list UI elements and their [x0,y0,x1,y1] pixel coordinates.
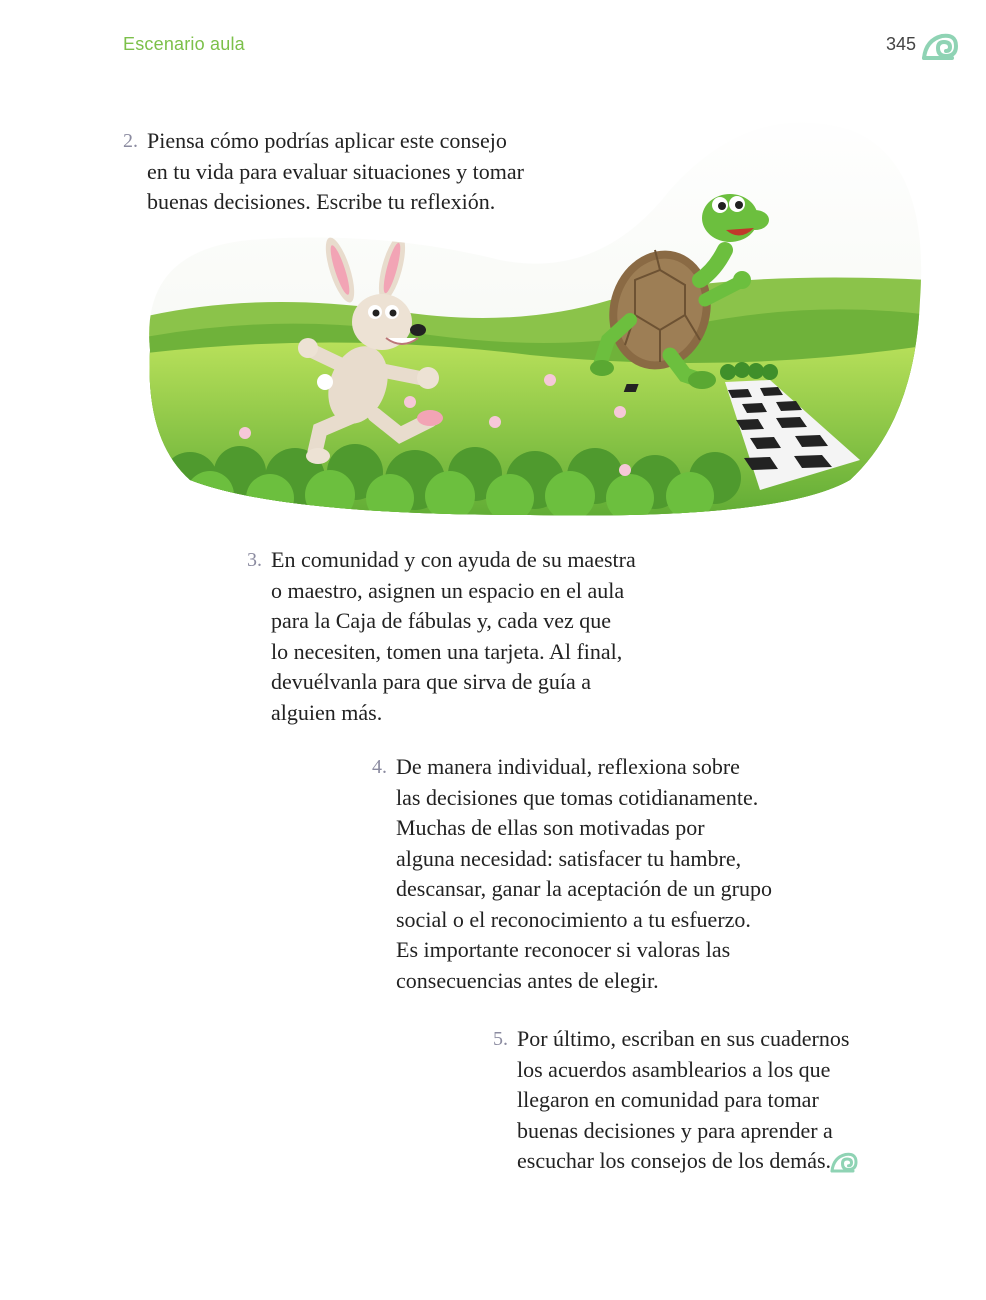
item-line: las decisiones que tomas cotidianamente. [396,784,759,810]
item-number: 2. [123,130,138,152]
item-line: Muchas de ellas son motivadas por [396,815,705,840]
item-line: en tu vida para evaluar situaciones y tomar [147,158,524,184]
item-line: En comunidad y con ayuda de su maestra [271,547,636,572]
item-line: buenas decisiones y para aprender a [517,1117,833,1143]
item-line: alguien más. [271,699,383,725]
item-line: lo necesiten, tomen una tarjeta. Al final, [271,638,623,664]
activity-item-5 [493,1024,850,1177]
item-line: Por último, escriban en sus cuadernos [517,1026,850,1051]
item-number: 4. [372,756,387,778]
item-line: Es importante reconocer si valoras las [396,937,731,962]
item-line: los acuerdos asamblearios a los que [517,1056,831,1082]
activity-item-4 [372,752,772,996]
item-number: 5. [493,1028,508,1050]
item-line: escuchar los consejos de los demás. [517,1148,832,1173]
item-line: social o el reconocimiento a tu esfuerzo. [396,906,751,932]
item-number: 3. [247,549,262,571]
item-line: llegaron en comunidad para tomar [517,1087,819,1112]
item-line: para la Caja de fábulas y, cada vez que [271,608,612,633]
item-line: consecuencias antes de elegir. [396,967,659,993]
activity-item-3 [247,545,636,728]
item-line: descansar, ganar la aceptación de un grupo [396,876,772,901]
item-line: Piensa cómo podrías aplicar este consejo [147,128,507,153]
item-line: o maestro, asignen un espacio en el aula [271,577,625,603]
item-line: devuélvanla para que sirva de guía a [271,669,592,694]
item-line: De manera individual, reflexiona sobre [396,754,740,779]
page-number: 345 [886,34,917,54]
section-title: Escenario aula [123,34,245,54]
item-line: buenas decisiones. Escribe tu reflexión. [147,189,496,214]
activity-item-2 [123,126,524,218]
snail-end-icon [830,1150,858,1174]
snail-spiral-icon [922,30,958,62]
item-line: alguna necesidad: satisfacer tu hambre, [396,845,742,871]
